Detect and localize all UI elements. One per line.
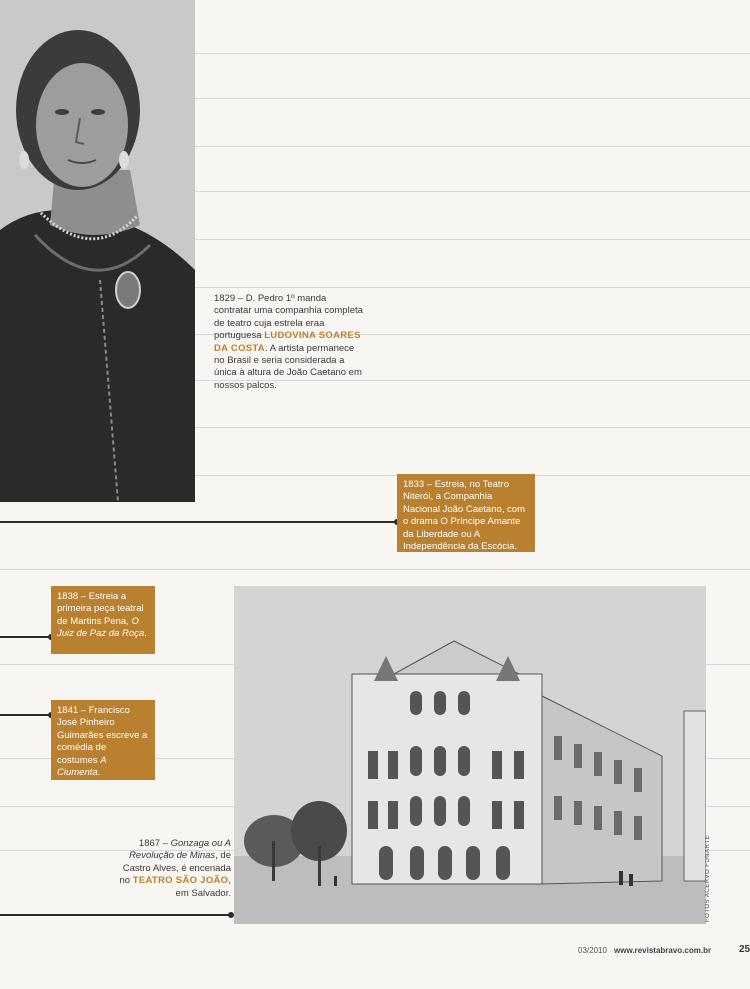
teatro-sao-joao-photo [234, 586, 706, 924]
timeline-box-1841 [51, 700, 155, 780]
photo-credit: FOTOS ACERVO FUNARTE [705, 834, 711, 922]
entry-1833-text: 1833 – Estreia, no Teatro Niterói, a Companhia Nacional João Caetano, com o drama O Príncipe Amante da Liberdade ou A Independência da Escócia. [403, 479, 525, 553]
footer-site[interactable]: www.revistabravo.com.br [614, 946, 712, 955]
entry-1841-italic: A Ciumenta [57, 754, 107, 779]
portrait-photo [0, 0, 195, 502]
timeline-entry-1829 [214, 293, 364, 392]
timeline-line-1833 [0, 521, 398, 523]
entry-1867-text-mid: , de Castro Alves, é encenada no [119, 850, 231, 887]
timeline-line-1867 [0, 914, 232, 916]
entry-1841-text: 1841 – Francisco José Pinheiro Guimarães escreve a comédia de costumes [57, 705, 148, 766]
timeline-box-1833 [397, 474, 535, 552]
entry-1867-highlight: TEATRO SÃO JOÃO [132, 875, 229, 887]
timeline-line-1841 [0, 714, 52, 716]
rule-line [0, 569, 750, 570]
timeline-box-1838 [51, 586, 155, 654]
footer-date: 03/2010 [578, 946, 607, 955]
entry-1838-text-end: . [144, 628, 147, 640]
entry-1867-text-end: , em Salvador. [175, 875, 231, 899]
page-number: 25 [739, 944, 750, 955]
entry-1829-text-end: . A artista permanece no Brasil e seria considerada a única à altura de João Caetano em nossos palcos. [214, 342, 362, 391]
portrait-illustration [0, 0, 195, 502]
entry-1841-text-end: . [97, 767, 101, 779]
entry-1867-text: 1867 – [138, 838, 171, 849]
entry-1829-text: 1829 – D. Pedro 1º manda contratar uma companhia completa de teatro cuja estrela eraa portuguesa [214, 293, 363, 342]
entry-1829-highlight: LUDOVINA SOARES DA COSTA [214, 330, 361, 354]
entry-1838-italic: O Juiz de Paz da Roça [57, 615, 145, 640]
entry-1867-italic: Gonzaga ou A Revolução de Minas [129, 838, 231, 862]
entry-1838-text: 1838 – Estreia a primeira peça teatral de Martins Pena, [57, 591, 144, 627]
theatre-illustration [234, 586, 706, 924]
timeline-entry-1867 [115, 838, 231, 900]
timeline-line-1838 [0, 636, 52, 638]
